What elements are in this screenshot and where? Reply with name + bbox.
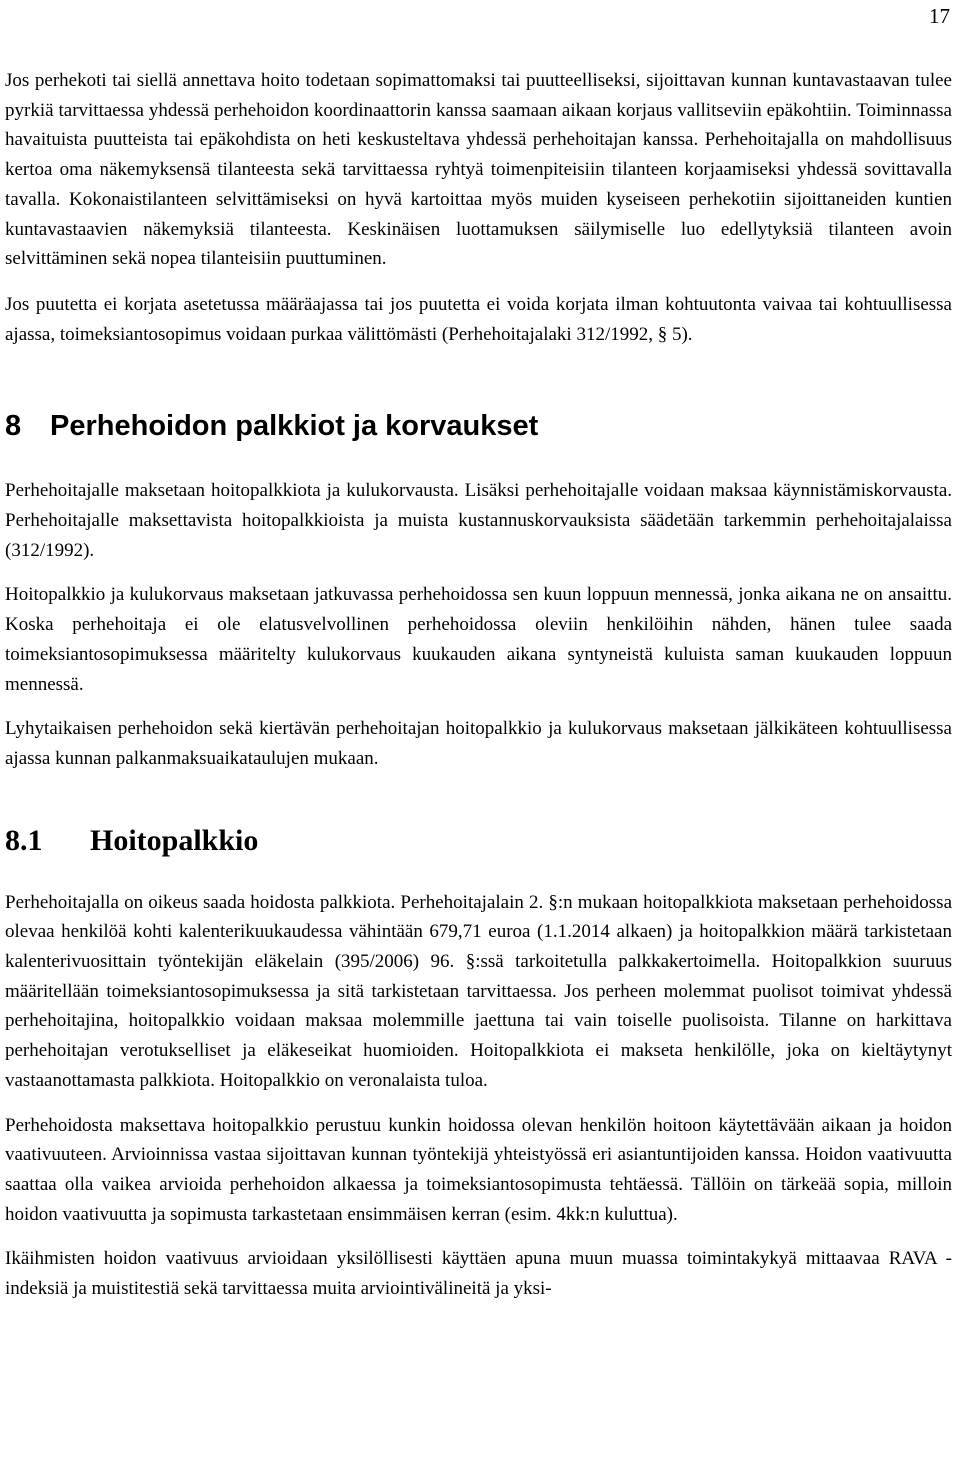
paragraph-elderly-assessment: Ikäihmisten hoidon vaativuus arvioidaan yksilöllisesti käyttäen apuna muun muassa toimintakykyä mittaavaa RAVA -indeksiä ja muistitestiä sekä tarvittaessa muita arviointivälineitä ja yksi-	[5, 1248, 952, 1300]
subsection-title: Hoitopalkkio	[90, 823, 259, 857]
section-title: Perhehoidon palkkiot ja korvaukset	[50, 410, 539, 443]
paragraph-short-term-care: Lyhytaikaisen perhehoidon sekä kiertävän perhehoitajan hoitopalkkio ja kulukorvaus maksetaan jälkikäteen kohtuullisessa ajassa kunnan palkanmaksuaikataulujen mukaan.	[5, 718, 952, 769]
section-heading-8	[5, 409, 952, 443]
paragraph-oversight-defects: Jos perhekoti tai siellä annettava hoito todetaan sopimattomaksi tai puutteelliseksi, sijoittavan kunnan kuntavastaavan tulee pyrkiä tarvittaessa yhdessä perhehoidon koordinaattorin kanssa saamaan aikaan korjaus vallitseviin epäkohtiin. Toiminnassa havaituista puutteista tai epäkohdista on heti keskusteltava yhdessä perhehoitajan kanssa. Perhehoitajalla on mahdollisuus kertoa oma näkemyksensä tilanteesta sekä tarvittaessa ryhtyä toimenpiteisiin tilanteen korjaamiseksi yhdessä sovittavalla tavalla. Kokonaistilanteen selvittämiseksi on hyvä kartoittaa myös muiden kyseiseen perhekotiin sijoittaneiden kuntien kuntavastaavien näkemyksiä tilanteesta. Keskinäisen luottamuksen säilymiselle luo edellytyksiä tilanteen avoin selvittäminen sekä nopea tilanteisiin puuttuminen.	[5, 70, 952, 270]
subsection-number: 8.1	[5, 823, 43, 857]
paragraph-payments-intro: Perhehoitajalle maksetaan hoitopalkkiota ja kulukorvausta. Lisäksi perhehoitajalle voidaan maksaa käynnistämiskorvausta. Perhehoitajalle maksettavista hoitopalkkioista ja muista kustannuskorvauksista säädetään tarkemmin perhehoitajalaissa (312/1992).	[5, 480, 952, 561]
section-number: 8	[5, 410, 22, 443]
paragraph-care-demand: Perhehoidosta maksettava hoitopalkkio perustuu kunkin hoidossa olevan henkilön hoitoon käytettävään aikaan ja hoidon vaativuuteen. Arvioinnissa vastaa sijoittavan kunnan työntekijä yhteistyössä eri asiantuntijoiden kanssa. Hoidon vaativuutta saattaa olla vaikea arvioida perhehoidon alkaessa ja toimeksiantosopimusta tehtäessä. Tällöin on tärkeää sopia, milloin hoidon vaativuutta ja sopimusta tarkastetaan ensimmäisen kerran (esim. 4kk:n kuluttua).	[5, 1114, 952, 1225]
page-number: 17	[929, 4, 950, 28]
document-body	[5, 66, 952, 1304]
paragraph-care-fee: Perhehoitajalla on oikeus saada hoidosta palkkiota. Perhehoitajalain 2. §:n mukaan hoitopalkkiota maksetaan perhehoidossa olevaa henkilöä kohti kalenterikuukaudessa vähintään 679,71 euroa (1.1.2014 alkaen) ja hoitopalkkion määrä tarkistetaan kalenterivuosittain työntekijän eläkelain (395/2006) 96. §:ssä tarkoitetulla palkkakertoimella. Hoitopalkkion suuruus määritellään toimeksiantosopimuksessa ja sitä tarkistetaan tarvittaessa. Jos perheen molemmat puolisot toimivat yhdessä perhehoitajina, hoitopalkkio voidaan maksaa molemmille jaettuna tai vain toiselle puolisoista. Tilanne on harkittava perhehoitajan verotukselliset ja eläkeseikat huomioiden. Hoitopalkkiota ei makseta henkilölle, joka on kieltäytynyt vastaanottamasta palkkiota. Hoitopalkkio on veronalaista tuloa.	[5, 891, 952, 1091]
paragraph-contract-termination: Jos puutetta ei korjata asetetussa määräajassa tai jos puutetta ei voida korjata ilman kohtuutonta vaivaa tai kohtuullisessa ajassa, toimeksiantosopimus voidaan purkaa välittömästi (Perhehoitajalaki 312/1992, § 5).	[5, 293, 952, 345]
subsection-heading-8-1	[5, 824, 952, 858]
paragraph-payment-timing: Hoitopalkkio ja kulukorvaus maksetaan jatkuvassa perhehoidossa sen kuun loppuun mennessä, jonka aikana ne on ansaittu. Koska perhehoitaja ei ole elatusvelvollinen perhehoidossa oleviin henkilöihin nähden, hänen tulee saada toimeksiantosopimuksessa määritelty kulukorvaus kuukauden aikana syntyneistä kuluista saman kuukauden loppuun mennessä.	[5, 584, 952, 695]
